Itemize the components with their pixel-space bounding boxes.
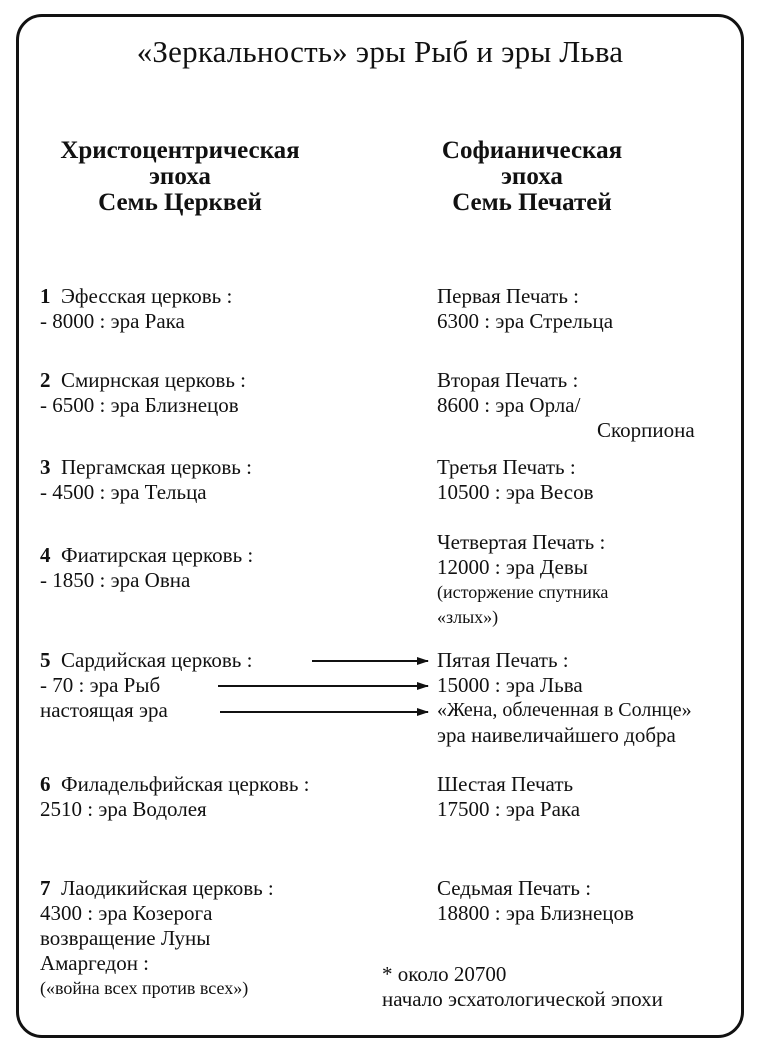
church-date: - 70 : эра Рыб	[40, 673, 161, 697]
church-number: 5	[40, 648, 51, 672]
church-name: Филадельфийская церковь :	[61, 772, 310, 796]
seal-date: 8600 : эра Орла/	[437, 393, 581, 417]
church-date: - 8000 : эра Рака	[40, 309, 185, 333]
seal-date: 12000 : эра Девы	[437, 555, 588, 579]
church-name: Эфесская церковь :	[61, 284, 233, 308]
seal-name: Шестая Печать	[437, 772, 574, 796]
seal-extra: эра наивеличайшего добра	[437, 723, 676, 747]
seal-name: Седьмая Печать :	[437, 876, 592, 900]
church-number: 4	[40, 543, 51, 567]
seal-1	[437, 284, 613, 334]
church-name: Пергамская церковь :	[61, 455, 252, 479]
left-header-line: эпоха	[149, 163, 211, 190]
seal-date: 15000 : эра Льва	[437, 673, 583, 697]
footnote-line: * около 20700	[382, 962, 507, 986]
left-column-header	[20, 138, 340, 216]
church-extra: возвращение Луны	[40, 926, 211, 950]
seal-name: Первая Печать :	[437, 284, 579, 308]
seal-date: 10500 : эра Весов	[437, 480, 594, 504]
right-header-line: эпоха	[501, 163, 563, 190]
footnote	[382, 962, 663, 1012]
right-header-line: Семь Печатей	[452, 189, 612, 216]
left-header-line: Христоцентрическая	[60, 137, 300, 164]
seal-note: «злых»)	[437, 607, 499, 627]
church-number: 6	[40, 772, 51, 796]
seal-name: Вторая Печать :	[437, 368, 579, 392]
church-number: 2	[40, 368, 51, 392]
church-date: 4300 : эра Козерога	[40, 901, 213, 925]
footnote-line: начало эсхатологической эпохи	[382, 987, 663, 1011]
church-number: 1	[40, 284, 51, 308]
church-name: Лаодикийская церковь :	[61, 876, 274, 900]
church-4	[40, 543, 253, 593]
church-name: Фиатирская церковь :	[61, 543, 254, 567]
church-3	[40, 455, 252, 505]
seal-6	[437, 772, 580, 822]
church-date: - 4500 : эра Тельца	[40, 480, 207, 504]
page-title: «Зеркальность» эры Рыб и эры Льва	[136, 34, 624, 69]
seal-name: Четвертая Печать :	[437, 530, 606, 554]
church-note: («война всех против всех»)	[40, 978, 249, 998]
church-date: - 1850 : эра Овна	[40, 568, 191, 592]
seal-7	[437, 876, 634, 926]
right-header-line: Софианическая	[441, 137, 623, 164]
seal-5	[437, 648, 692, 748]
seal-note: (исторжение спутника	[437, 582, 609, 602]
left-header-line: Семь Церквей	[98, 189, 262, 216]
church-7	[40, 876, 274, 1001]
church-5	[40, 648, 252, 723]
right-column-header	[372, 138, 692, 216]
church-6	[40, 772, 309, 822]
seal-3	[437, 455, 594, 505]
church-number: 3	[40, 455, 51, 479]
church-1	[40, 284, 232, 334]
seal-2	[437, 368, 695, 443]
church-number: 7	[40, 876, 51, 900]
church-date: - 6500 : эра Близнецов	[40, 393, 239, 417]
seal-date: 17500 : эра Рака	[437, 797, 581, 821]
church-name: Сардийская церковь :	[61, 648, 253, 672]
seal-extra: «Жена, облеченная в Солнце»	[437, 699, 692, 721]
seal-4	[437, 530, 608, 630]
seal-date-continuation: Скорпиона	[597, 418, 695, 442]
church-2	[40, 368, 246, 418]
seal-name: Пятая Печать :	[437, 648, 569, 672]
seal-date: 18800 : эра Близнецов	[437, 901, 634, 925]
church-date: 2510 : эра Водолея	[40, 797, 207, 821]
church-extra: Амаргедон :	[40, 951, 150, 975]
church-extra: настоящая эра	[40, 698, 168, 722]
church-name: Смирнская церковь :	[61, 368, 246, 392]
seal-name: Третья Печать :	[437, 455, 576, 479]
seal-date: 6300 : эра Стрельца	[437, 309, 614, 333]
